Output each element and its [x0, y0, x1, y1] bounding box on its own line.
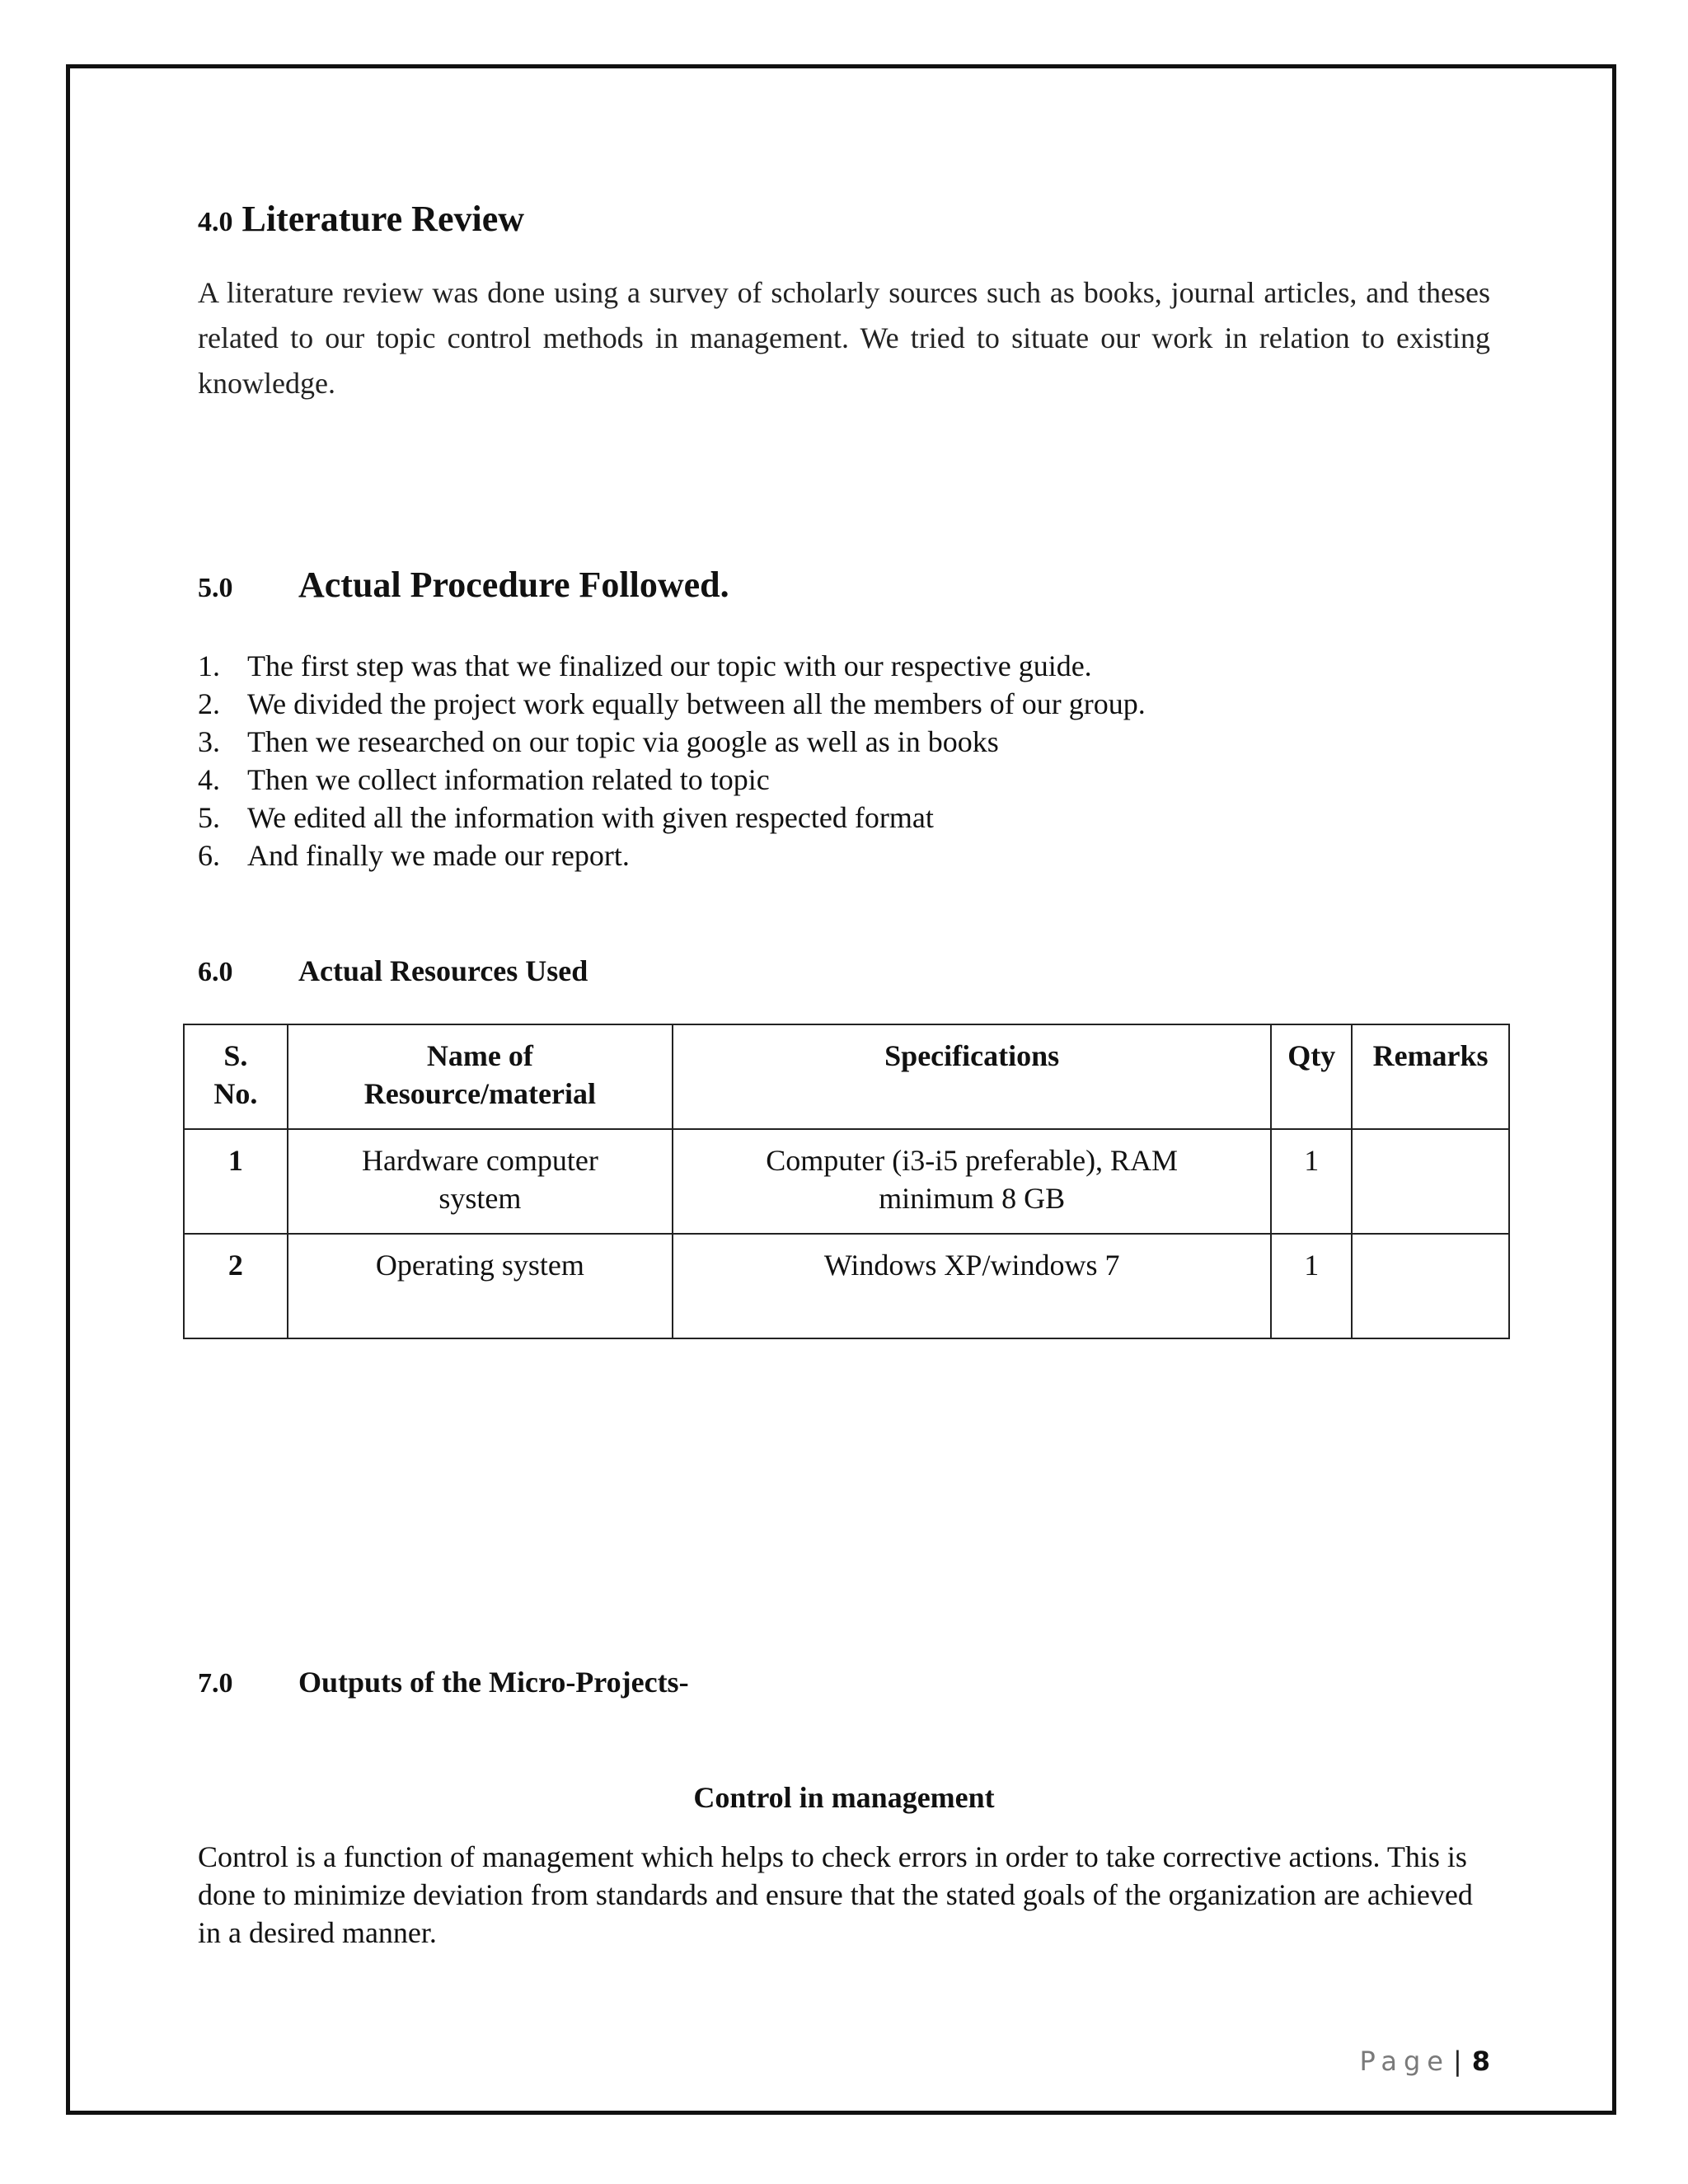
list-item [198, 723, 1146, 761]
output-subtitle: Control in management [693, 1781, 995, 1814]
header-specifications: Specifications [673, 1024, 1271, 1129]
table-row [184, 1129, 1509, 1234]
cell-spec: Computer (i3-i5 preferable), RAM minimum 8 GB [673, 1129, 1271, 1234]
cell-sno: 1 [184, 1129, 288, 1234]
cell-remarks [1352, 1129, 1509, 1234]
list-item-text: We edited all the information with given respected format [247, 801, 934, 834]
section-4-number: 4.0 [198, 207, 233, 237]
cell-name: Hardware computer system [288, 1129, 673, 1234]
header-remarks: Remarks [1352, 1024, 1509, 1129]
section-7-heading [198, 1665, 689, 1699]
list-item-number: 2. [198, 687, 220, 720]
list-item-number: 4. [198, 763, 220, 796]
section-5-heading [198, 564, 729, 606]
page-label: Page [1359, 2046, 1450, 2077]
list-item [198, 799, 1146, 837]
section-5-title: Actual Procedure Followed. [298, 565, 729, 605]
cell-remarks [1352, 1234, 1509, 1338]
section-6-number: 6.0 [198, 957, 233, 987]
section-4-heading [198, 198, 524, 240]
list-item-text: We divided the project work equally between all the members of our group. [247, 687, 1146, 720]
cell-sno: 2 [184, 1234, 288, 1338]
list-item-number: 5. [198, 801, 220, 834]
header-name: Name of Resource/material [288, 1024, 673, 1129]
section-4-title: Literature Review [241, 199, 525, 239]
control-paragraph: Control is a function of management which helps to check errors in order to take corrective actions. This is done to minimize deviation from standards and ensure that the stated goals of the organization are achieved in a desired manner. [198, 1840, 1473, 1949]
page-footer [1359, 2046, 1490, 2077]
cell-qty: 1 [1271, 1129, 1352, 1234]
list-item-number: 6. [198, 839, 220, 872]
resources-table [183, 1024, 1510, 1339]
list-item-text: And finally we made our report. [247, 839, 630, 872]
table-header-row [184, 1024, 1509, 1129]
section-5-number: 5.0 [198, 573, 233, 603]
section-6-title: Actual Resources Used [298, 954, 588, 987]
list-item-number: 1. [198, 649, 220, 682]
list-item [198, 685, 1146, 723]
section-6-heading [198, 954, 588, 988]
section-7-title: Outputs of the Micro-Projects- [298, 1666, 689, 1699]
list-item-number: 3. [198, 725, 220, 758]
list-item-text: Then we researched on our topic via google as well as in books [247, 725, 999, 758]
cell-qty: 1 [1271, 1234, 1352, 1338]
list-item [198, 647, 1146, 685]
list-item [198, 837, 1146, 874]
cell-spec: Windows XP/windows 7 [673, 1234, 1271, 1338]
header-qty: Qty [1271, 1024, 1352, 1129]
list-item [198, 761, 1146, 799]
procedure-list [198, 647, 1146, 874]
header-sno: S. No. [184, 1024, 288, 1129]
list-item-text: The first step was that we finalized our topic with our respective guide. [247, 649, 1092, 682]
cell-name: Operating system [288, 1234, 673, 1338]
list-item-text: Then we collect information related to topic [247, 763, 770, 796]
section-7-number: 7.0 [198, 1668, 233, 1699]
table-row [184, 1234, 1509, 1338]
literature-review-paragraph: A literature review was done using a survey of scholarly sources such as books, journal articles, and theses related to our topic control methods in management. We tried to situate our work in relation to existing knowledge. [198, 276, 1490, 400]
footer-separator: | [1452, 2046, 1462, 2077]
page-number: 8 [1471, 2046, 1490, 2077]
